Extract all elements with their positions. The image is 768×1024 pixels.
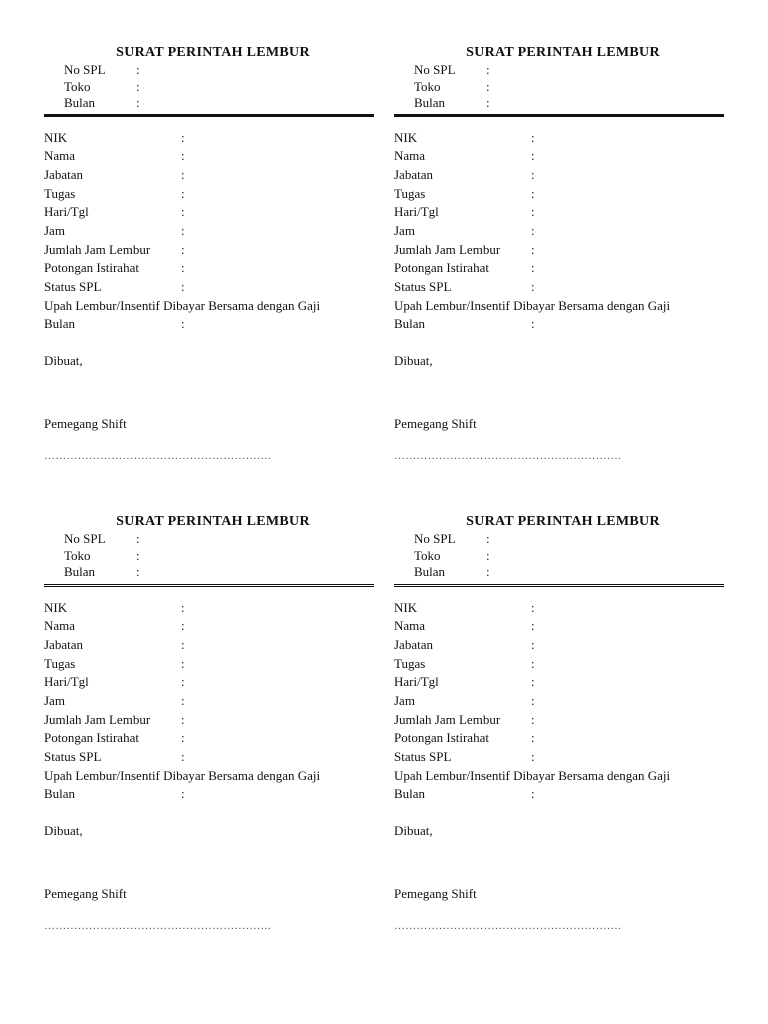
field-label: Potongan Istirahat (44, 260, 139, 276)
field-hari-tgl (394, 673, 724, 692)
form-title: SURAT PERINTAH LEMBUR (116, 45, 310, 60)
header-row-bulan (394, 564, 724, 581)
field-label: Hari/Tgl (394, 674, 439, 690)
header-colon: : (486, 531, 490, 546)
signature-line: ……………………………………………………. (394, 920, 621, 933)
field-colon: : (181, 692, 185, 708)
header-colon: : (486, 62, 490, 77)
header-label: No SPL (64, 62, 106, 77)
header-label: Bulan (64, 95, 96, 110)
field-colon: : (531, 599, 535, 615)
field-colon: : (181, 711, 185, 727)
field-label: Jam (44, 692, 65, 708)
field-label: Jumlah Jam Lembur (44, 241, 151, 257)
field-jam (44, 222, 374, 241)
field-tugas (44, 185, 374, 204)
field-jabatan (44, 166, 374, 185)
field-colon: : (531, 674, 535, 690)
field-jumlah-jam-lembur (44, 241, 374, 260)
field-nik (44, 599, 374, 618)
field-tugas (394, 655, 724, 674)
field-label: NIK (394, 129, 418, 145)
header-row-toko (44, 548, 374, 565)
overtime-form-3 (44, 513, 374, 936)
header-row-no-spl (44, 62, 374, 79)
field-colon: : (181, 129, 185, 145)
field-list (44, 129, 374, 335)
header-row-bulan (44, 95, 374, 112)
header-label: Toko (414, 78, 441, 94)
header-row-no-spl (44, 531, 374, 548)
field-potongan-istirahat (44, 259, 374, 278)
field-label: Jabatan (394, 636, 433, 652)
form-header (44, 62, 374, 112)
field-label: Nama (394, 618, 426, 634)
field-label: Jabatan (44, 636, 83, 652)
header-label: No SPL (64, 531, 106, 546)
header-label: No SPL (414, 531, 456, 546)
header-colon: : (136, 95, 140, 110)
field-label: Bulan (44, 786, 76, 802)
field-colon: : (181, 260, 185, 276)
field-colon: : (531, 129, 535, 145)
field-nik (394, 599, 724, 618)
header-row-no-spl (394, 531, 724, 548)
signature-line: ……………………………………………………. (44, 450, 271, 463)
header-row-bulan (394, 95, 724, 112)
header-colon: : (486, 564, 490, 579)
field-jabatan (394, 636, 724, 655)
field-label: Status SPL (44, 749, 102, 764)
field-status-spl (394, 748, 724, 767)
overtime-form-4 (394, 513, 724, 936)
field-label: Potongan Istirahat (394, 730, 489, 746)
field-colon: : (181, 316, 185, 332)
field-nik (394, 129, 724, 148)
header-row-toko (394, 79, 724, 96)
form-title: SURAT PERINTAH LEMBUR (466, 45, 660, 60)
header-colon: : (136, 62, 140, 77)
field-colon: : (181, 655, 185, 671)
field-colon: : (531, 222, 535, 238)
header-colon: : (486, 78, 490, 94)
field-label: Jumlah Jam Lembur (394, 241, 501, 257)
field-bulan (394, 785, 724, 804)
field-bulan (44, 785, 374, 804)
header-row-bulan (44, 564, 374, 581)
signature-line: ……………………………………………………. (44, 920, 271, 933)
header-colon: : (486, 95, 490, 110)
field-label: Bulan (394, 316, 426, 332)
field-colon: : (531, 786, 535, 802)
field-colon: : (531, 241, 535, 257)
signed-label: Dibuat, (44, 353, 83, 369)
form-title: SURAT PERINTAH LEMBUR (466, 514, 660, 529)
header-row-toko (394, 548, 724, 565)
field-label: Jabatan (394, 166, 433, 182)
field-jam (44, 692, 374, 711)
header-label: Toko (414, 547, 441, 563)
field-colon: : (181, 674, 185, 690)
signed-label: Dibuat, (44, 823, 83, 839)
header-label: Toko (64, 547, 91, 563)
field-colon: : (531, 749, 535, 764)
field-label: Nama (44, 148, 76, 164)
field-label: Jam (44, 222, 65, 238)
payment-note: Upah Lembur/Insentif Dibayar Bersama dengan Gaji (44, 767, 321, 783)
field-label: NIK (394, 599, 418, 615)
field-label: Bulan (44, 316, 76, 332)
header-label: No SPL (414, 62, 456, 77)
field-jumlah-jam-lembur (394, 241, 724, 260)
field-potongan-istirahat (394, 259, 724, 278)
field-colon: : (531, 260, 535, 276)
signature-line: ……………………………………………………. (394, 450, 621, 463)
field-nama (394, 147, 724, 166)
field-colon: : (181, 222, 185, 238)
shift-holder-label: Pemegang Shift (394, 885, 477, 901)
field-label: Tugas (394, 185, 426, 201)
field-tugas (44, 655, 374, 674)
field-hari-tgl (44, 203, 374, 222)
field-colon: : (181, 148, 185, 164)
payment-note: Upah Lembur/Insentif Dibayar Bersama dengan Gaji (394, 297, 671, 313)
field-colon: : (531, 316, 535, 332)
header-divider (394, 114, 724, 117)
form-header (394, 62, 724, 112)
field-label: Bulan (394, 786, 426, 802)
field-list (394, 599, 724, 805)
field-colon: : (531, 148, 535, 164)
field-label: Hari/Tgl (394, 204, 439, 220)
field-colon: : (531, 711, 535, 727)
field-colon: : (181, 786, 185, 802)
field-colon: : (181, 599, 185, 615)
shift-holder-label: Pemegang Shift (44, 415, 127, 431)
field-label: Hari/Tgl (44, 674, 89, 690)
field-colon: : (181, 185, 185, 201)
field-colon: : (181, 166, 185, 182)
field-label: Nama (44, 618, 76, 634)
field-status-spl (44, 278, 374, 297)
field-list (44, 599, 374, 805)
field-jam (394, 692, 724, 711)
field-jabatan (44, 636, 374, 655)
field-colon: : (531, 730, 535, 746)
header-colon: : (486, 547, 490, 563)
field-tugas (394, 185, 724, 204)
header-label: Bulan (64, 564, 96, 579)
field-colon: : (181, 204, 185, 220)
field-label: Tugas (394, 655, 426, 671)
field-status-spl (394, 278, 724, 297)
header-colon: : (136, 78, 140, 94)
field-bulan (44, 315, 374, 334)
field-status-spl (44, 748, 374, 767)
field-label: Potongan Istirahat (394, 260, 489, 276)
field-colon: : (531, 166, 535, 182)
overtime-form-2 (394, 44, 724, 466)
header-divider (394, 584, 724, 587)
field-label: Jumlah Jam Lembur (44, 711, 151, 727)
field-label: Nama (394, 148, 426, 164)
field-colon: : (531, 692, 535, 708)
header-label: Toko (64, 78, 91, 94)
header-divider (44, 114, 374, 117)
field-label: Status SPL (394, 749, 452, 764)
field-colon: : (531, 636, 535, 652)
field-colon: : (181, 241, 185, 257)
overtime-form-1 (44, 44, 374, 466)
field-label: NIK (44, 129, 68, 145)
field-label: Jam (394, 692, 415, 708)
payment-note: Upah Lembur/Insentif Dibayar Bersama dengan Gaji (44, 297, 321, 313)
field-colon: : (531, 279, 535, 294)
shift-holder-label: Pemegang Shift (44, 885, 127, 901)
form-header (44, 531, 374, 581)
field-jabatan (394, 166, 724, 185)
field-jumlah-jam-lembur (394, 711, 724, 730)
header-label: Bulan (414, 95, 446, 110)
field-jam (394, 222, 724, 241)
shift-holder-label: Pemegang Shift (394, 415, 477, 431)
field-colon: : (531, 185, 535, 201)
field-label: NIK (44, 599, 68, 615)
header-row-no-spl (394, 62, 724, 79)
field-hari-tgl (394, 203, 724, 222)
form-title: SURAT PERINTAH LEMBUR (116, 514, 310, 529)
field-list (394, 129, 724, 335)
field-colon: : (181, 730, 185, 746)
field-nama (44, 147, 374, 166)
field-label: Hari/Tgl (44, 204, 89, 220)
header-label: Bulan (414, 564, 446, 579)
field-label: Status SPL (44, 279, 102, 294)
header-divider (44, 584, 374, 587)
field-colon: : (181, 618, 185, 634)
field-potongan-istirahat (394, 729, 724, 748)
signed-label: Dibuat, (394, 353, 433, 369)
field-jumlah-jam-lembur (44, 711, 374, 730)
field-label: Tugas (44, 655, 76, 671)
field-label: Potongan Istirahat (44, 730, 139, 746)
field-bulan (394, 315, 724, 334)
field-label: Status SPL (394, 279, 452, 294)
form-header (394, 531, 724, 581)
field-nama (394, 617, 724, 636)
header-colon: : (136, 531, 140, 546)
payment-note: Upah Lembur/Insentif Dibayar Bersama dengan Gaji (394, 767, 671, 783)
field-colon: : (181, 279, 185, 294)
header-row-toko (44, 79, 374, 96)
header-colon: : (136, 564, 140, 579)
field-colon: : (531, 618, 535, 634)
field-colon: : (181, 636, 185, 652)
field-label: Jumlah Jam Lembur (394, 711, 501, 727)
field-nama (44, 617, 374, 636)
field-nik (44, 129, 374, 148)
field-label: Jam (394, 222, 415, 238)
field-hari-tgl (44, 673, 374, 692)
field-potongan-istirahat (44, 729, 374, 748)
signed-label: Dibuat, (394, 823, 433, 839)
header-colon: : (136, 547, 140, 563)
field-label: Tugas (44, 185, 76, 201)
field-colon: : (531, 655, 535, 671)
field-colon: : (181, 749, 185, 764)
field-label: Jabatan (44, 166, 83, 182)
field-colon: : (531, 204, 535, 220)
